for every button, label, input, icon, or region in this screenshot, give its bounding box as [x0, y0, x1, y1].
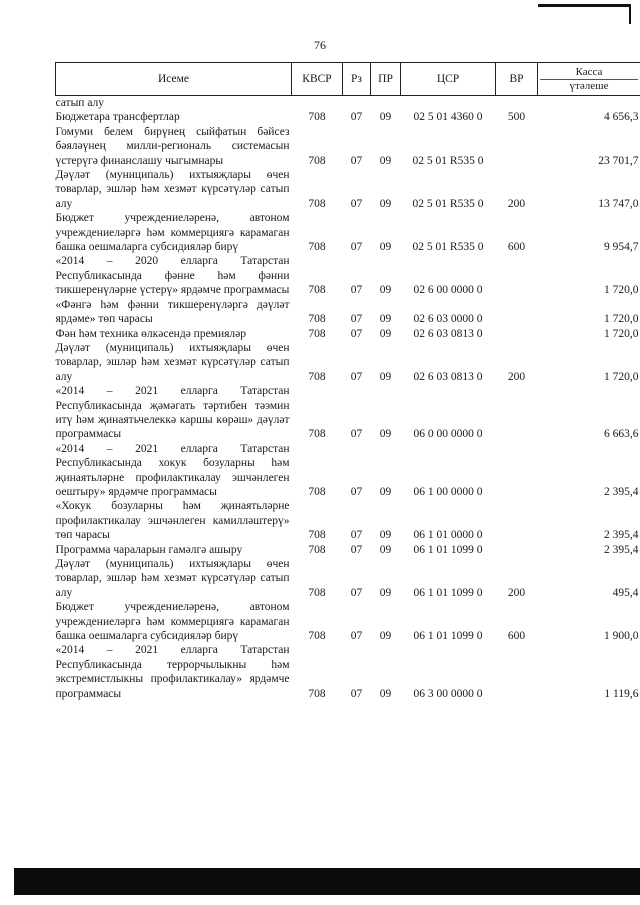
scan-edge-bar-bottom	[14, 868, 640, 895]
header-kvsr: КВСР	[292, 63, 343, 96]
cell-csr: 06 1 01 1099 0	[413, 586, 483, 599]
cell-kvsr	[292, 96, 343, 111]
cell-cash-execution	[538, 96, 640, 111]
cell-kvsr: 708	[308, 241, 326, 254]
cell-name: «Хокук бозуларны һәм җинаятьләрне профилактикалау эшчәнлеген камилләштерү» төп чарасы	[55, 500, 290, 542]
cell-vr	[496, 298, 538, 327]
cell-kvsr: 708	[308, 154, 326, 167]
header-row	[56, 63, 640, 96]
cell-rz: 07	[350, 428, 363, 441]
table-row	[56, 384, 640, 442]
cell-kvsr: 708	[308, 529, 326, 542]
budget-table	[55, 62, 640, 701]
cell-kvsr: 708	[308, 687, 326, 700]
table-row	[56, 442, 640, 500]
cell-rz: 07	[350, 313, 363, 326]
table-row	[56, 254, 640, 297]
cell-cash-execution: 495,4	[612, 586, 639, 599]
scan-edge-line-right	[629, 4, 631, 24]
table-row	[56, 125, 640, 168]
cell-name: «2014 – 2021 елларга Татарстан Республикасында җәмәгать тәртибен тәэмин итү һәм җинаятьчелеккә каршы көрәш» дәүләт программасы	[55, 385, 290, 441]
cell-rz: 07	[350, 586, 363, 599]
cell-rz: 07	[350, 327, 363, 340]
table-row	[56, 168, 640, 211]
cell-vr: 200	[507, 370, 526, 383]
cell-cash-execution: 2 395,4	[604, 485, 639, 498]
cell-name: сатып алу	[55, 97, 105, 109]
header-vr: ВР	[496, 63, 538, 96]
cell-rz: 07	[350, 284, 363, 297]
cell-rz: 07	[350, 529, 363, 542]
cell-rz: 07	[350, 370, 363, 383]
cell-cash-execution: 1 720,0	[604, 284, 639, 297]
cell-csr: 02 6 00 0000 0	[413, 284, 483, 297]
header-name: Исеме	[56, 63, 292, 96]
cell-pr: 09	[379, 485, 392, 498]
cell-name: «2014 – 2021 елларга Татарстан Республикасында террорчылыкны һәм экстремистлыкны профилактикалау» ярдәмче программасы	[55, 644, 290, 700]
cell-vr	[496, 96, 538, 111]
cell-name: Бюджетара трансфертлар	[55, 111, 180, 124]
cell-cash-execution: 9 954,7	[604, 241, 639, 254]
table-header	[56, 63, 640, 96]
cell-cash-execution: 23 701,7	[598, 154, 639, 167]
cell-cash-execution: 4 656,3	[604, 111, 639, 124]
cell-kvsr: 708	[308, 543, 326, 556]
cell-rz: 07	[350, 197, 363, 210]
cell-name: «2014 – 2020 елларга Татарстан Республикасында фәнне һәм фәнни тикшеренүләрне үстерү» ярдәмче программасы	[55, 255, 290, 297]
cell-csr: 02 6 03 0813 0	[413, 327, 483, 340]
cell-vr	[496, 543, 538, 557]
cell-csr: 02 5 01 R535 0	[412, 197, 484, 210]
cell-pr	[371, 96, 401, 111]
cell-cash-execution: 1 720,0	[604, 327, 639, 340]
cell-name: Дәүләт (муниципаль) ихтыяҗлары өчен товарлар, эшләр һәм хезмәт күрсәтүләр сатып алу	[55, 341, 290, 383]
cell-csr: 06 1 00 0000 0	[413, 485, 483, 498]
cell-cash-execution: 1 900,0	[604, 630, 639, 643]
cell-vr: 500	[507, 111, 526, 124]
header-rz: Рз	[343, 63, 371, 96]
cell-pr: 09	[379, 284, 392, 297]
table-row	[56, 600, 640, 643]
cell-rz	[343, 96, 371, 111]
header-csr: ЦСР	[401, 63, 496, 96]
cell-rz: 07	[350, 485, 363, 498]
table-row	[56, 298, 640, 327]
cell-csr: 02 5 01 4360 0	[413, 111, 483, 124]
cell-rz: 07	[350, 687, 363, 700]
cell-vr: 200	[507, 586, 526, 599]
header-pr: ПР	[371, 63, 401, 96]
cell-name: «2014 – 2021 елларга Татарстан Республикасында хокук бозуларны һәм җинаятьләрне профилактикалау эшчәнлеген оештыру» ярдәмче программасы	[55, 442, 290, 498]
cell-kvsr: 708	[308, 197, 326, 210]
cell-name: Гомуми белем бирүнең сыйфатын бәйсез бәяләүнең милли-региональ системасын үстерүгә финанслашу чыгымнары	[55, 125, 290, 167]
cell-vr	[496, 327, 538, 341]
table-row	[56, 543, 640, 557]
cell-csr: 06 0 00 0000 0	[413, 428, 483, 441]
table-body	[56, 96, 640, 702]
cell-pr: 09	[379, 529, 392, 542]
table-row	[56, 110, 640, 124]
cell-csr	[401, 96, 496, 111]
cell-name: Дәүләт (муниципаль) ихтыяҗлары өчен товарлар, эшләр һәм хезмәт күрсәтүләр сатып алу	[55, 169, 290, 210]
cell-rz: 07	[350, 154, 363, 167]
scan-edge-line-top	[538, 4, 630, 7]
cell-kvsr: 708	[308, 313, 326, 326]
cell-csr: 06 1 01 1099 0	[413, 630, 483, 643]
cell-vr	[496, 643, 538, 701]
cell-vr: 600	[507, 630, 526, 643]
header-cash-execution	[538, 63, 640, 96]
cell-vr: 600	[507, 241, 526, 254]
cell-cash-execution: 1 720,0	[604, 370, 639, 383]
table-row	[56, 557, 640, 600]
cell-kvsr: 708	[308, 111, 326, 124]
cell-pr: 09	[379, 586, 392, 599]
cell-name: «Фәнгә һәм фәнни тикшеренүләргә дәүләт ярдәме» төп чарасы	[55, 298, 290, 326]
cell-rz: 07	[350, 543, 363, 556]
cell-csr: 06 3 00 0000 0	[413, 687, 483, 700]
cell-rz: 07	[350, 630, 363, 643]
cell-kvsr: 708	[308, 284, 326, 297]
cell-vr	[496, 125, 538, 168]
cell-rz: 07	[350, 241, 363, 254]
page-number: 76	[314, 38, 326, 52]
cell-rz: 07	[350, 111, 363, 124]
cell-cash-execution: 1 119,6	[604, 687, 639, 700]
cell-pr: 09	[379, 543, 392, 556]
cell-kvsr: 708	[308, 485, 326, 498]
cell-cash-execution: 13 747,0	[598, 197, 639, 210]
header-cash-execution-line2: үтәлеше	[540, 79, 638, 93]
cell-vr	[496, 442, 538, 500]
cell-pr: 09	[379, 313, 392, 326]
table-row	[56, 643, 640, 701]
cell-cash-execution: 2 395,4	[604, 543, 639, 556]
cell-pr: 09	[379, 197, 392, 210]
cell-pr: 09	[379, 687, 392, 700]
cell-csr: 02 5 01 R535 0	[412, 154, 484, 167]
table-row	[56, 341, 640, 384]
cell-kvsr: 708	[308, 370, 326, 383]
cell-pr: 09	[379, 630, 392, 643]
cell-csr: 02 5 01 R535 0	[412, 241, 484, 254]
cell-kvsr: 708	[308, 630, 326, 643]
cell-pr: 09	[379, 241, 392, 254]
cell-name: Бюджет учреждениеләренә, автоном учреждениеләргә һәм коммерциягә карамаган башка оешмаларга субсидияләр бирү	[55, 601, 290, 643]
table-row	[56, 327, 640, 341]
cell-name: Бюджет учреждениеләренә, автоном учреждениеләргә һәм коммерциягә карамаган башка оешмаларга субсидияләр бирү	[55, 212, 290, 254]
cell-csr: 06 1 01 0000 0	[413, 529, 483, 542]
cell-vr	[496, 384, 538, 442]
table-row	[56, 499, 640, 542]
cell-cash-execution: 6 663,6	[604, 428, 639, 441]
cell-vr: 200	[507, 197, 526, 210]
table-row	[56, 211, 640, 254]
cell-vr	[496, 254, 538, 297]
cell-csr: 06 1 01 1099 0	[413, 543, 483, 556]
cell-kvsr: 708	[308, 428, 326, 441]
cell-csr: 02 6 03 0000 0	[413, 313, 483, 326]
cell-pr: 09	[379, 111, 392, 124]
cell-cash-execution: 2 395,4	[604, 529, 639, 542]
cell-pr: 09	[379, 327, 392, 340]
cell-pr: 09	[379, 370, 392, 383]
table-row	[56, 96, 640, 111]
header-cash-execution-line1: Касса	[575, 65, 603, 78]
cell-kvsr: 708	[308, 586, 326, 599]
cell-name: Дәүләт (муниципаль) ихтыяҗлары өчен товарлар, эшләр һәм хезмәт күрсәтүләр сатып алу	[55, 558, 290, 599]
cell-cash-execution: 1 720,0	[604, 313, 639, 326]
cell-csr: 02 6 03 0813 0	[413, 370, 483, 383]
cell-pr: 09	[379, 154, 392, 167]
cell-name: Программа чараларын гамәлгә ашыру	[55, 543, 243, 556]
cell-name: Фән һәм техника өлкәсендә премияләр	[55, 327, 246, 340]
cell-kvsr: 708	[308, 327, 326, 340]
cell-vr	[496, 499, 538, 542]
cell-pr: 09	[379, 428, 392, 441]
